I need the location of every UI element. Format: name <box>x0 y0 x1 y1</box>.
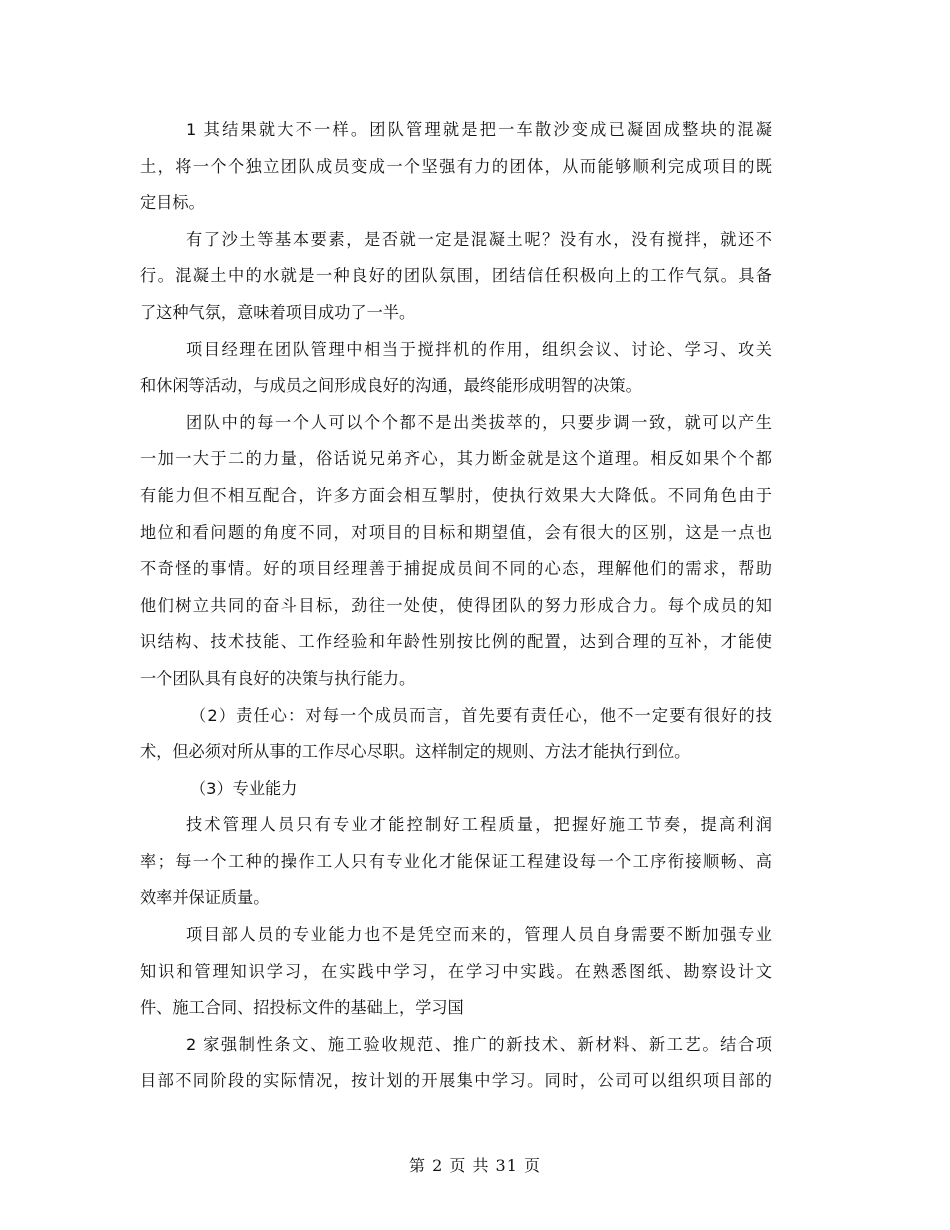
text-line: （2）责任心：对每一个成员而言，首先要有责任心，他不一定要有很好的技 <box>190 705 772 725</box>
text-line: 团队中的每一个人可以个个都不是出类拔萃的，只要步调一致，就可以产生 <box>186 412 772 432</box>
text-line: 技术管理人员只有专业才能控制好工程质量，把握好施工节奏，提高利润 <box>186 815 772 835</box>
text-line: 识结构、技术技能、工作经验和年龄性别按比例的配置，达到合理的互补，才能使 <box>140 632 772 652</box>
text-line: 他们树立共同的奋斗目标，劲往一处使，使得团队的努力形成合力。每个成员的知 <box>140 595 772 615</box>
text-line: 了这种气氛，意味着项目成功了一半。 <box>140 302 416 322</box>
text-line: 一个团队具有良好的决策与执行能力。 <box>140 668 416 688</box>
page-footer: 第 2 页 共 31 页 <box>409 1156 541 1175</box>
text-line: 1 其结果就大不一样。团队管理就是把一车散沙变成已凝固成整块的混凝 <box>186 120 772 139</box>
text-line: 目部不同阶段的实际情况，按计划的开展集中学习。同时，公司可以组织项目部的 <box>140 1071 772 1091</box>
text-line: 和休闲等活动，与成员之间形成良好的沟通，最终能形成明智的决策。 <box>140 376 642 396</box>
text-line: 定目标。 <box>140 193 205 213</box>
text-line: 率；每一个工种的操作工人只有专业化才能保证工程建设每一个工序衔接顺畅、高 <box>140 851 772 871</box>
text-line: 有了沙土等基本要素，是否就一定是混凝土呢？没有水，没有搅拌，就还不 <box>186 229 772 249</box>
text-line: 行。混凝土中的水就是一种良好的团队氛围，团结信任积极向上的工作气氛。具备 <box>140 266 772 286</box>
text-line: 知识和管理知识学习，在实践中学习，在学习中实践。在熟悉图纸、勘察设计文 <box>140 961 772 981</box>
text-line: 不奇怪的事情。好的项目经理善于捕捉成员间不同的心态，理解他们的需求，帮助 <box>140 559 772 579</box>
text-line: 项目经理在团队管理中相当于搅拌机的作用，组织会议、讨论、学习、攻关 <box>186 339 772 359</box>
text-line: 有能力但不相互配合，许多方面会相互掣肘，使执行效果大大降低。不同角色由于 <box>140 485 772 505</box>
text-line: 一加一大于二的力量，俗话说兄弟齐心，其力断金就是这个道理。相反如果个个都 <box>140 449 772 469</box>
text-line: 效率并保证质量。 <box>140 888 270 908</box>
text-line: 术，但必须对所从事的工作尽心尽职。这样制定的规则、方法才能执行到位。 <box>140 742 691 762</box>
document-body <box>140 112 772 1100</box>
text-line: 地位和看问题的角度不同，对项目的目标和期望值，会有很大的区别，这是一点也 <box>140 522 772 542</box>
text-line: （3）专业能力 <box>190 778 298 798</box>
text-line: 土，将一个个独立团队成员变成一个坚强有力的团体，从而能够顺利完成项目的既 <box>140 156 772 176</box>
text-line: 2 家强制性条文、施工验收规范、推广的新技术、新材料、新工艺。结合项 <box>186 1034 772 1054</box>
text-line: 件、施工合同、招投标文件的基础上，学习国 <box>140 998 464 1018</box>
text-line: 项目部人员的专业能力也不是凭空而来的，管理人员自身需要不断加强专业 <box>186 925 772 945</box>
